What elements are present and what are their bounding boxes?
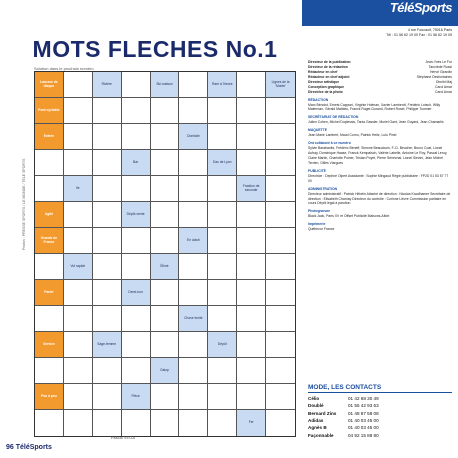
- masthead-text: Sylvie Barabanits, Frédéric Beneff, Simone Beaudouin, F.-D. Beucher, Bruno Coat, Lionel Aufray, Dominique Haase, Franck Kempalsch, Valérie Labelle, Antoine Le Roy, Pascal Leroy, Claire Martin, Charlotte Poiner, Tristan Poyet, Pierre Sénéchal, Lionel Sievini, Jean Michel Terrien, Gilles Viargues: [308, 146, 448, 165]
- answer-cell[interactable]: [179, 410, 208, 436]
- answer-cell[interactable]: [122, 228, 151, 254]
- contacts-list: [308, 395, 452, 439]
- answer-cell[interactable]: [237, 254, 266, 280]
- answer-cell[interactable]: [64, 332, 93, 358]
- clue-cell: Fer: [237, 410, 266, 436]
- staff-name: Carol Amar: [435, 84, 452, 89]
- contact-phone: 01 55 42 93 63: [348, 403, 379, 409]
- clue-cell: Vol rapide: [64, 254, 93, 280]
- staff-name: Hervé Girardin: [429, 69, 452, 74]
- answer-cell[interactable]: [93, 98, 122, 124]
- masthead-heading: ADMINISTRATION: [308, 186, 338, 191]
- answer-cell[interactable]: [237, 280, 266, 306]
- masthead-text: Directrice : Dephné Olpert Assistante : Sophie Mingaud Régie publicitaire : FP2D 01 53 57 77 00: [308, 173, 449, 183]
- clue-cell: Élimé: [151, 254, 180, 280]
- puzzle-title: MOTS FLECHES No.1: [32, 36, 278, 62]
- staff-role: Directrice de la photo: [308, 89, 343, 94]
- clue-cell: Bar: [122, 150, 151, 176]
- clue-cell: Fraction de seconde: [237, 176, 266, 202]
- answer-cell[interactable]: [64, 358, 93, 384]
- answer-cell[interactable]: [237, 384, 266, 410]
- contact-row: [308, 410, 452, 417]
- masthead-heading: PUBLICITÉ: [308, 168, 326, 173]
- clue-cell: Lignes de la 'Monte': [266, 72, 295, 98]
- contact-phone: 01 42 68 30 49: [348, 396, 379, 401]
- contact-name: Agnès B: [308, 425, 327, 431]
- answer-cell[interactable]: [179, 332, 208, 358]
- clue-cell: Pont cyclable: [35, 98, 64, 124]
- answer-cell[interactable]: [64, 202, 93, 228]
- contact-phone: 01 40 03 45 00: [348, 418, 379, 424]
- answer-cell[interactable]: [208, 280, 237, 306]
- answer-cell[interactable]: [93, 410, 122, 436]
- answer-cell[interactable]: [151, 150, 180, 176]
- answer-cell[interactable]: [208, 306, 237, 332]
- answer-cell[interactable]: [122, 306, 151, 332]
- clue-cell: Entrée: [35, 124, 64, 150]
- contact-name: Façonnable: [308, 432, 334, 438]
- contact-name: Doublé: [308, 403, 324, 409]
- answer-cell[interactable]: [208, 202, 237, 228]
- answer-cell[interactable]: [64, 124, 93, 150]
- answer-cell[interactable]: [237, 98, 266, 124]
- answer-cell[interactable]: [151, 410, 180, 436]
- answer-cell[interactable]: [93, 306, 122, 332]
- answer-cell[interactable]: [208, 124, 237, 150]
- masthead-text: Québecor France: [308, 227, 335, 232]
- contact-phone: 01 40 03 45 00: [348, 425, 379, 431]
- answer-cell[interactable]: [64, 228, 93, 254]
- answer-cell[interactable]: [237, 202, 266, 228]
- clue-cell: Pièce: [122, 384, 151, 410]
- answer-cell[interactable]: [266, 150, 295, 176]
- answer-cell[interactable]: [266, 410, 295, 436]
- masthead-text: Julien Cohen, Michel Duplessis, Tania Gassler, Muriel Gant, Jean Guyard, Jean Chamarlis: [308, 120, 444, 125]
- contacts-box: [308, 384, 452, 439]
- answer-cell[interactable]: [122, 358, 151, 384]
- answer-cell[interactable]: [179, 202, 208, 228]
- masthead-heading: Imprimerie: [308, 222, 326, 227]
- contact-name: Bernard Zins: [308, 410, 337, 416]
- answer-cell[interactable]: [179, 358, 208, 384]
- answer-cell[interactable]: [122, 254, 151, 280]
- answer-cell[interactable]: [266, 332, 295, 358]
- answer-cell[interactable]: [64, 72, 93, 98]
- contact-row: [308, 395, 452, 402]
- answer-cell[interactable]: [179, 280, 208, 306]
- clue-cell: En clash: [179, 228, 208, 254]
- answer-cell[interactable]: [237, 358, 266, 384]
- answer-cell[interactable]: [266, 384, 295, 410]
- page-footer: 96 TéléSports: [6, 444, 52, 451]
- clue-cell: Service: [35, 332, 64, 358]
- answer-cell[interactable]: [64, 410, 93, 436]
- answer-cell[interactable]: [151, 306, 180, 332]
- answer-cell[interactable]: [208, 358, 237, 384]
- answer-cell[interactable]: [237, 306, 266, 332]
- answer-cell[interactable]: [179, 72, 208, 98]
- clue-cell: Galop: [151, 358, 180, 384]
- answer-cell[interactable]: [151, 124, 180, 150]
- clue-cell: Peu à peu: [35, 384, 64, 410]
- contact-row: [308, 417, 452, 424]
- contact-name: Célio: [308, 396, 320, 401]
- staff-role: Conception graphique: [308, 84, 344, 89]
- staff-name: Stéphane Desfontaines: [416, 74, 452, 79]
- masthead-text: Black Jack, Paris XV et Offset Publicité Maisons-Alfort: [308, 214, 390, 219]
- answer-cell[interactable]: [179, 254, 208, 280]
- answer-cell[interactable]: [35, 358, 64, 384]
- answer-cell[interactable]: [151, 384, 180, 410]
- answer-cell[interactable]: [93, 202, 122, 228]
- answer-cell[interactable]: [237, 228, 266, 254]
- staff-role: Rédacteur en chef: [308, 69, 338, 74]
- masthead-text: Marc Bénoist, Ernest Capponi, Virginie Hofman, Xavier Lamberdt, Frédéric Lotsch, Willy Malerman, Gérald Mathieu, Franck Ruget-Durand, Robert Roset, Philippe Tournier: [308, 102, 441, 112]
- staff-role: Directeur de la rédaction: [308, 64, 348, 69]
- answer-cell[interactable]: [122, 124, 151, 150]
- answer-cell[interactable]: [151, 202, 180, 228]
- phone-line: Tél : 01 56 62 19 00 Fax : 01 56 62 19 09: [386, 33, 452, 38]
- sidebar: [302, 0, 458, 458]
- crossword-grid: [34, 71, 296, 437]
- answer-cell[interactable]: [35, 254, 64, 280]
- masthead-heading: SECRÉTARIAT DE RÉDACTION: [308, 115, 359, 120]
- answer-cell[interactable]: [93, 150, 122, 176]
- answer-cell[interactable]: [122, 98, 151, 124]
- contact-name: Adidas: [308, 418, 324, 424]
- contact-phone: 01 48 87 58 08: [348, 410, 379, 416]
- clue-cell: Rare à l'heure: [208, 72, 237, 98]
- clue-cell: Dépôt-vente: [122, 202, 151, 228]
- answer-cell[interactable]: [35, 306, 64, 332]
- clue-cell: Ski-maison: [151, 72, 180, 98]
- clue-cell: Rivière: [93, 72, 122, 98]
- answer-cell[interactable]: [35, 176, 64, 202]
- contact-row: [308, 424, 452, 431]
- answer-cell[interactable]: [93, 228, 122, 254]
- clue-cell: Domicile: [179, 124, 208, 150]
- masthead-heading: Ont collaboré à ce numéro: [308, 141, 351, 146]
- answer-cell[interactable]: [64, 280, 93, 306]
- staff-role: Directeur de la publication: [308, 60, 351, 64]
- answer-cell[interactable]: [93, 280, 122, 306]
- answer-cell[interactable]: [179, 384, 208, 410]
- staff-role: Directeur artistique: [308, 79, 340, 84]
- clue-cell: Chose écrite: [179, 306, 208, 332]
- answer-cell[interactable]: [35, 150, 64, 176]
- answer-cell[interactable]: [266, 280, 295, 306]
- answer-cell[interactable]: [266, 358, 295, 384]
- answer-cell[interactable]: [266, 228, 295, 254]
- answer-cell[interactable]: [64, 150, 93, 176]
- answer-cell[interactable]: [266, 98, 295, 124]
- staff-name: Jean-Yves Le Fur: [425, 60, 452, 64]
- photo-credit-note: Photos : PRESSE SPORTS / LE MONDE / TELE SPORTS: [22, 158, 26, 250]
- masthead: [308, 60, 452, 232]
- answer-cell[interactable]: [208, 384, 237, 410]
- answer-cell[interactable]: [266, 124, 295, 150]
- clue-cell: Sage-femme: [93, 332, 122, 358]
- answer-cell[interactable]: [93, 358, 122, 384]
- staff-name: Dimitri Maj: [435, 79, 452, 84]
- answer-cell[interactable]: [208, 228, 237, 254]
- contact-row: [308, 432, 452, 439]
- answer-cell[interactable]: [93, 176, 122, 202]
- telesports-logo: TéléSports: [389, 0, 452, 15]
- contact-row: [308, 402, 452, 409]
- answer-cell[interactable]: [151, 332, 180, 358]
- answer-cell[interactable]: [266, 254, 295, 280]
- answer-cell[interactable]: [64, 306, 93, 332]
- contacts-title: MODE, LES CONTACTS: [308, 384, 452, 393]
- staff-name: Tancrède Rossi: [428, 64, 452, 69]
- answer-cell[interactable]: [122, 410, 151, 436]
- answer-cell[interactable]: [208, 254, 237, 280]
- masthead-text: Directeur administratif : Patrick Hébéin Attaché de direction : Nicolas Kraufhamer Secrétaire de direction : Elisabeth Charnay Directeur du contrôle : Corinne Lièvre Commission paritaire en cours Dépôt légal à parution: [308, 191, 451, 206]
- answer-cell[interactable]: [151, 176, 180, 202]
- clue-cell: Parler: [35, 280, 64, 306]
- answer-cell[interactable]: [179, 176, 208, 202]
- staff-role: Rédacteur en chef adjoint: [308, 74, 350, 79]
- masthead-heading: Photogravure: [308, 209, 331, 214]
- answer-cell[interactable]: [237, 124, 266, 150]
- address-block: [308, 28, 452, 39]
- answer-cell[interactable]: [122, 176, 151, 202]
- logo-bar: [302, 0, 458, 26]
- answer-cell[interactable]: [208, 176, 237, 202]
- staff-name: Carol Amar: [435, 89, 452, 94]
- contact-phone: 04 92 15 88 80: [348, 432, 379, 438]
- answer-cell[interactable]: [208, 98, 237, 124]
- clue-cell: Lanceur de disque: [35, 72, 64, 98]
- address-line: 4 rue Foucault, 75016 Paris: [407, 28, 452, 32]
- answer-cell[interactable]: [122, 332, 151, 358]
- answer-cell[interactable]: [122, 72, 151, 98]
- answer-cell[interactable]: [64, 384, 93, 410]
- answer-cell[interactable]: [237, 332, 266, 358]
- clue-cell: Grande de France: [35, 228, 64, 254]
- puzzle-author: Pascal VEGA: [110, 435, 135, 440]
- answer-cell[interactable]: [93, 254, 122, 280]
- answer-cell[interactable]: [151, 280, 180, 306]
- answer-cell[interactable]: [208, 410, 237, 436]
- answer-cell[interactable]: [179, 98, 208, 124]
- answer-cell[interactable]: [93, 384, 122, 410]
- answer-cell[interactable]: [237, 72, 266, 98]
- clue-cell: Eau de Lyon: [208, 150, 237, 176]
- answer-cell[interactable]: [179, 150, 208, 176]
- clue-cell: Agité: [35, 202, 64, 228]
- staff-row: [308, 90, 452, 95]
- answer-cell[interactable]: [35, 410, 64, 436]
- answer-cell[interactable]: [266, 202, 295, 228]
- answer-cell[interactable]: [266, 306, 295, 332]
- clue-cell: Dépôt: [208, 332, 237, 358]
- masthead-heading: MAQUETTE: [308, 128, 328, 133]
- answer-cell[interactable]: [93, 124, 122, 150]
- answer-cell[interactable]: [64, 98, 93, 124]
- clue-cell: Ile: [64, 176, 93, 202]
- masthead-heading: RÉDACTION: [308, 97, 329, 102]
- answer-cell[interactable]: [237, 150, 266, 176]
- answer-cell[interactable]: [266, 176, 295, 202]
- answer-cell[interactable]: [151, 98, 180, 124]
- answer-cell[interactable]: [151, 228, 180, 254]
- puzzle-subtitle: Solution dans le prochain numéro: [34, 66, 94, 71]
- clue-cell: Demi-tour: [122, 280, 151, 306]
- masthead-text: Jean Marie Lambert, Maud Cornu, Patrick Heitz, Lulu Pinel: [308, 133, 397, 138]
